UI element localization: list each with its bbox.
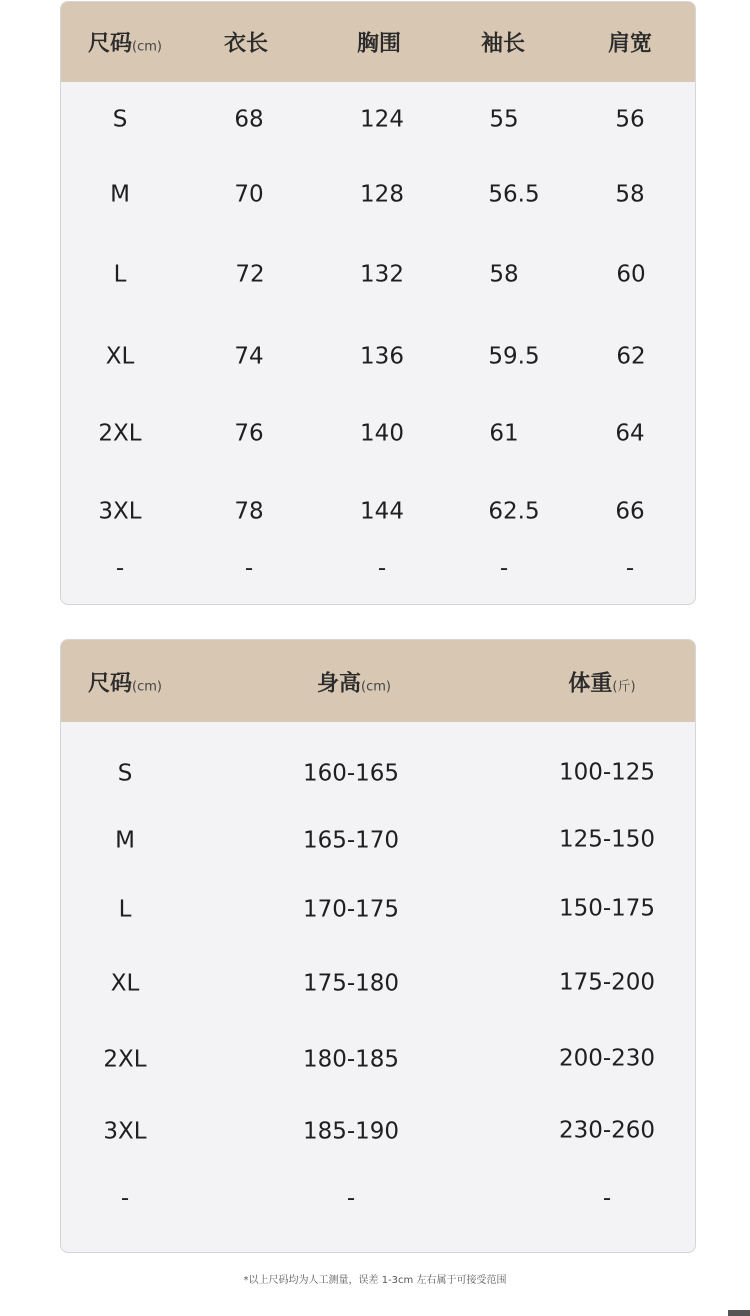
table-cell: 150-175	[558, 895, 656, 922]
table-cell: -	[377, 555, 387, 582]
measurement-note: *以上尺码均为人工测量，误差 1-3cm 左右属于可接受范围	[243, 1275, 507, 1286]
table-cell: 125-150	[558, 826, 656, 853]
table-cell: M	[115, 827, 135, 854]
table-cell: 61	[489, 420, 519, 447]
table-cell: 64	[615, 420, 645, 447]
header-shoulder: 肩宽	[607, 31, 653, 57]
table-cell: 100-125	[558, 759, 656, 786]
table-cell: L	[113, 261, 127, 288]
table-cell: -	[625, 555, 635, 582]
table-cell: S	[112, 106, 128, 133]
table-cell: 70	[234, 181, 264, 208]
table-cell: -	[115, 555, 125, 582]
table-cell: 2XL	[98, 420, 142, 447]
table-cell: 68	[234, 106, 264, 133]
table-cell: 66	[615, 498, 645, 525]
table-cell: 185-190	[302, 1118, 400, 1145]
table-cell: 230-260	[558, 1117, 656, 1144]
body-size-table	[60, 639, 696, 1253]
table-cell: 136	[360, 343, 404, 370]
header-size: 尺码(cm)	[88, 671, 162, 697]
table-cell: 56.5	[488, 181, 540, 208]
table-cell: 62	[616, 343, 646, 370]
garment-size-table-header	[61, 2, 695, 82]
table-cell: -	[499, 555, 509, 582]
table-cell: S	[117, 760, 133, 787]
table-cell: -	[120, 1185, 130, 1212]
table-cell: 55	[489, 106, 519, 133]
header-sleeve: 袖长	[480, 31, 526, 57]
header-height: 身高(cm)	[317, 671, 391, 697]
table-cell: 175-180	[302, 970, 400, 997]
table-cell: 58	[615, 181, 645, 208]
table-cell: 144	[360, 498, 404, 525]
table-cell: 56	[615, 106, 645, 133]
table-cell: L	[118, 896, 132, 923]
table-cell: 128	[360, 181, 404, 208]
table-cell: 2XL	[103, 1046, 147, 1073]
header-length: 衣长	[223, 31, 269, 57]
table-cell: XL	[105, 343, 135, 370]
body-size-table-header	[61, 640, 695, 722]
table-cell: 165-170	[302, 827, 400, 854]
table-cell: 74	[234, 343, 264, 370]
table-cell: XL	[110, 970, 140, 997]
table-cell: 132	[360, 261, 404, 288]
table-cell: 59.5	[488, 343, 540, 370]
table-cell: -	[244, 555, 254, 582]
table-cell: -	[602, 1185, 612, 1212]
table-cell: 140	[360, 420, 404, 447]
header-weight: 体重(斤)	[568, 671, 636, 697]
table-cell: M	[110, 181, 130, 208]
header-size: 尺码(cm)	[88, 31, 162, 57]
table-cell: 78	[234, 498, 264, 525]
table-cell: 58	[489, 261, 519, 288]
table-cell: 60	[616, 261, 646, 288]
header-chest: 胸围	[356, 31, 402, 57]
table-cell: 3XL	[103, 1118, 147, 1145]
table-cell: 170-175	[302, 896, 400, 923]
table-cell: 160-165	[302, 760, 400, 787]
table-cell: -	[346, 1185, 356, 1212]
corner-mark	[728, 1310, 750, 1316]
table-cell: 76	[234, 420, 264, 447]
table-cell: 62.5	[488, 498, 540, 525]
table-cell: 3XL	[98, 498, 142, 525]
table-cell: 180-185	[302, 1046, 400, 1073]
garment-size-table	[60, 1, 696, 605]
table-cell: 72	[235, 261, 265, 288]
table-cell: 200-230	[558, 1045, 656, 1072]
table-cell: 124	[360, 106, 404, 133]
table-cell: 175-200	[558, 969, 656, 996]
